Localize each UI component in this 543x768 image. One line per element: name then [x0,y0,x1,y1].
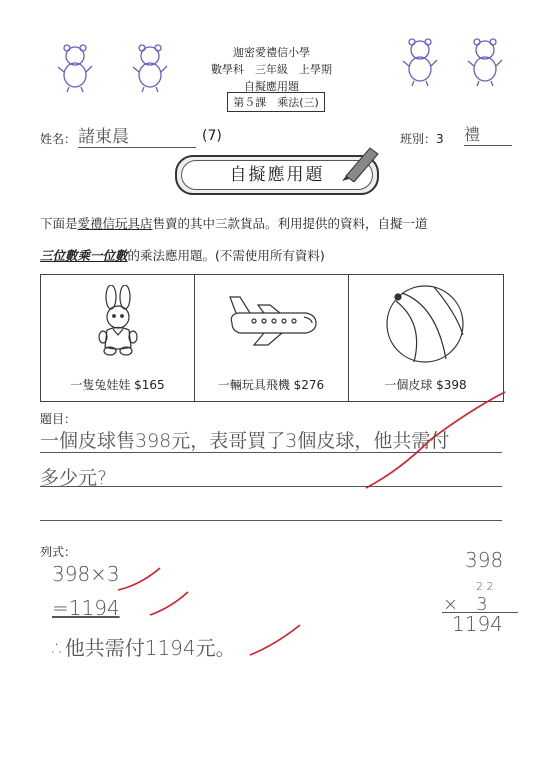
vertical-top: 398 [465,548,504,572]
vertical-multiplier: × 3 [443,594,488,615]
vertical-carry: 2 2 [476,580,494,593]
answer-line [40,520,502,521]
item-cell-rabbit [41,275,195,401]
item-caption: 一隻兔娃娃 $165 [70,378,165,392]
item-cell-plane [194,275,349,401]
toy-plane-icon [224,293,319,348]
subject-line: 數學科 三年級 上學期 [211,63,332,76]
question-line2: 多少元? [40,467,108,489]
item-grid [40,274,504,402]
formula-line2: =1194 [52,596,120,620]
instruction-emphasis: 三位數乘一位數 [40,248,128,263]
item-caption: 一輛玩具飛機 $276 [217,378,325,392]
name-label: 姓名： [40,132,77,146]
instruction-shop: 愛禮信玩具店 [77,216,153,231]
item-cell-ball [348,275,503,401]
rabbit-doll-icon [93,285,143,357]
ball-icon [384,283,466,365]
check-mark [250,625,300,655]
check-mark [150,592,188,615]
question-line1: 一個皮球售398元，表哥買了3個皮球，他共需付 [40,430,450,452]
class-label: 班別：3 [400,132,444,146]
item-caption: 一個皮球 $398 [384,378,467,392]
answer-line [40,452,502,453]
instruction-pre: 下面是 [40,216,78,231]
class-value: 禮 [464,122,512,146]
answer-line [40,486,502,487]
check-mark [118,568,160,590]
sheet-type: 自擬應用題 [244,80,299,93]
vertical-result: 1194 [452,612,503,636]
school-name: 迦密愛禮信小學 [233,46,310,59]
pencil-icon [340,142,382,182]
class-number: (7) [202,128,222,144]
formula-label: 列式： [40,545,77,559]
name-value: 諸東晨 [78,122,196,148]
banner-title: 自擬應用題 [181,160,373,190]
instruction-post: 售賣的其中三款貨品。利用提供的資料，自擬一道 [152,216,428,231]
lesson-title: 第５課 乘法(三) [227,92,325,112]
answer-statement: ∴他共需付1194元。 [52,636,236,660]
question-label: 題目： [40,412,77,426]
instruction-line2 [40,246,325,264]
instruction-line2-post: 的乘法應用題。(不需使用所有資料) [127,248,325,263]
formula-line1: 398×3 [52,562,120,586]
instruction-line1 [40,214,428,232]
